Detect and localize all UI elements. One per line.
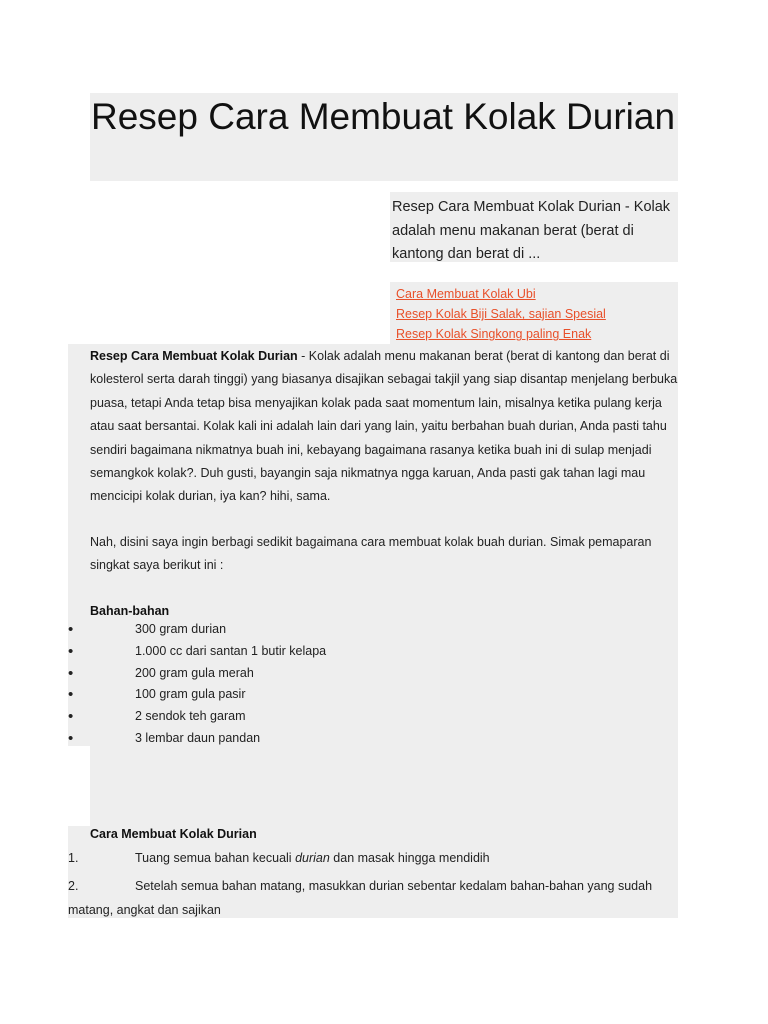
bullet: • — [68, 664, 74, 682]
related-link-kolak-singkong[interactable]: Resep Kolak Singkong paling Enak — [396, 327, 592, 342]
step-number: 2. — [68, 879, 79, 893]
body-highlight-gap — [90, 746, 678, 826]
excerpt-highlight — [390, 192, 678, 262]
ingredient-text: 2 sendok teh garam — [135, 709, 246, 724]
ingredient-list — [68, 619, 678, 750]
ingredient-item — [68, 684, 678, 706]
method-step — [68, 874, 668, 922]
ingredient-text: 3 lembar daun pandan — [135, 730, 261, 745]
excerpt-text: Resep Cara Membuat Kolak Durian - Kolak adalah menu makanan berat (berat di kantong dan berat di ... — [392, 199, 671, 262]
step-text — [68, 846, 668, 870]
step-text-part: Tuang semua bahan kecuali — [135, 851, 296, 865]
related-link-kolak-ubi[interactable]: Cara Membuat Kolak Ubi — [396, 287, 536, 301]
step-text — [68, 874, 668, 922]
title-highlight — [90, 93, 678, 181]
bullet: • — [68, 708, 74, 726]
step-text-part: Setelah semua bahan matang, masukkan durian sebentar kedalam bahan-bahan yang sudah matang, angkat dan sajikan — [68, 879, 653, 917]
intro-text: - Kolak adalah menu makanan berat (berat di kantong dan berat di kolesterol serta darah tinggi) yang biasanya disajikan sebagai takjil yang siap disantap menjelang berbuka puasa, tetapi Anda tetap bisa menyajikan kolak pada saat momentum lain, misalnya ketika pulang kerja atau saat bersantai. Kolak kali ini adalah lain dari yang lain, yaitu berbahan buah durian, Anda pasti tahu sendiri bagaimana nikmatnya buah ini, kebayang bagaimana rasanya ketika buah ini di sulap menjadi semangkok kolak?. Duh gusti, bayangin saja nikmatnya ngga karuan, Anda pasti gak tahan lagi mau mencicipi kolak durian, iya kan? hihi, sama. — [90, 349, 678, 504]
second-paragraph: Nah, disini saya ingin berbagi sedikit bagaimana cara membuat kolak buah durian. Simak pemaparan singkat saya berikut ini : — [90, 535, 652, 573]
bullet: • — [68, 729, 74, 747]
ingredient-item — [68, 663, 678, 685]
step-text-emphasis: durian — [295, 851, 330, 865]
ingredients-heading: Bahan-bahan — [90, 604, 170, 618]
page-title: Resep Cara Membuat Kolak Durian — [91, 96, 676, 137]
step-text-part: dan masak hingga mendidih — [329, 851, 490, 865]
related-link-kolak-biji-salak[interactable]: Resep Kolak Biji Salak, sajian Spesial — [396, 307, 606, 322]
intro-paragraph — [90, 345, 678, 509]
bullet: • — [68, 642, 74, 660]
bullet: • — [68, 621, 74, 638]
method-step — [68, 846, 668, 870]
ingredient-text: 100 gram gula pasir — [135, 687, 246, 702]
ingredient-text: 200 gram gula merah — [135, 665, 254, 680]
ingredient-text: 300 gram durian — [135, 622, 227, 636]
ingredient-item — [68, 619, 678, 641]
intro-lead: Resep Cara Membuat Kolak Durian — [90, 349, 298, 363]
ingredient-item — [68, 706, 678, 728]
bullet: • — [68, 686, 74, 704]
step-number: 1. — [68, 851, 79, 865]
ingredient-text: 1.000 cc dari santan 1 butir kelapa — [135, 643, 327, 658]
related-links — [390, 282, 678, 344]
ingredient-item — [68, 728, 678, 750]
ingredient-item — [68, 641, 678, 663]
method-heading: Cara Membuat Kolak Durian — [90, 827, 257, 841]
